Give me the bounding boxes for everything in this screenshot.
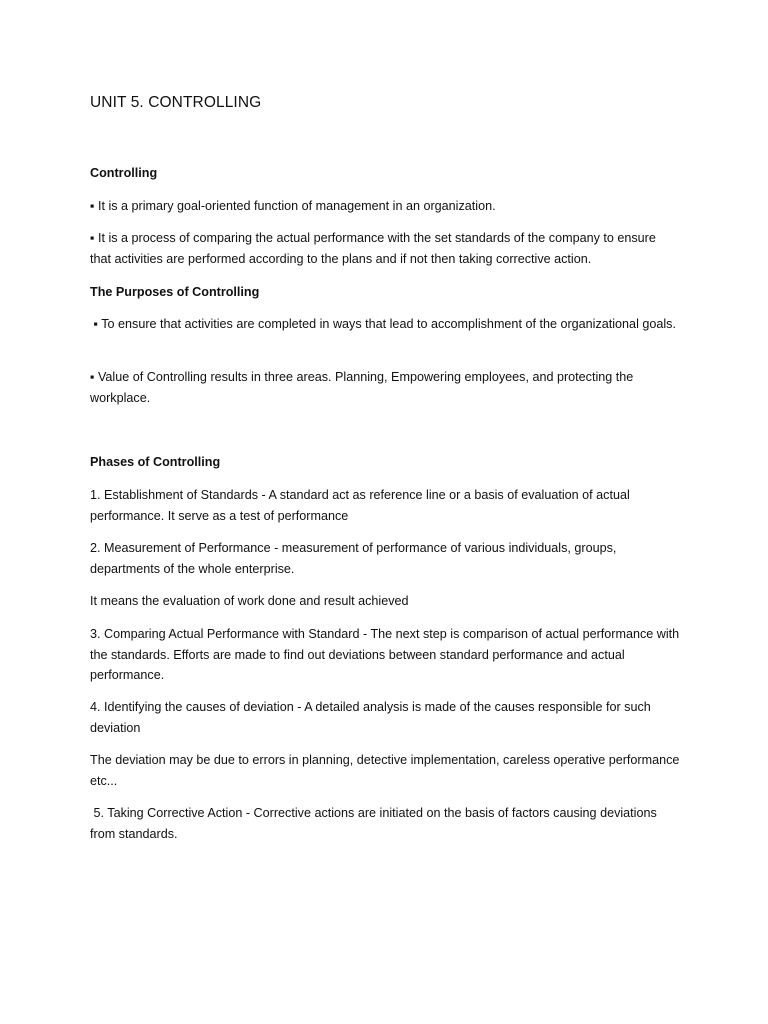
section-heading-purposes: The Purposes of Controlling: [90, 285, 260, 299]
section-heading-phases: Phases of Controlling: [90, 455, 221, 469]
section-heading-controlling: Controlling: [90, 166, 158, 180]
paragraph: It means the evaluation of work done and result achieved: [90, 594, 409, 608]
paragraph: ▪ Value of Controlling results in three areas. Planning, Empowering employees, and protecting the workplace.: [90, 370, 634, 405]
paragraph: 5. Taking Corrective Action - Corrective actions are initiated on the basis of factors causing deviations from standards.: [90, 806, 661, 841]
paragraph: ▪ It is a primary goal-oriented function of management in an organization.: [90, 199, 496, 213]
page-title: UNIT 5. CONTROLLING: [90, 94, 262, 111]
paragraph: 1. Establishment of Standards - A standard act as reference line or a basis of evaluation of actual performance. It serve as a test of performance: [90, 488, 630, 523]
paragraph: 4. Identifying the causes of deviation - A detailed analysis is made of the causes responsible for such deviation: [90, 700, 651, 735]
paragraph: 2. Measurement of Performance - measurement of performance of various individuals, groups, departments of the whole enterprise.: [90, 541, 617, 576]
paragraph: The deviation may be due to errors in planning, detective implementation, careless operative performance etc...: [90, 753, 680, 788]
paragraph: 3. Comparing Actual Performance with Standard - The next step is comparison of actual performance with the standards. Efforts are made to find out deviations between standard performance and actual performance.: [90, 627, 680, 682]
paragraph: ▪ It is a process of comparing the actual performance with the set standards of the company to ensure that activities are performed according to the plans and if not then taking corrective action.: [90, 231, 656, 266]
paragraph: ▪ To ensure that activities are completed in ways that lead to accomplishment of the organizational goals.: [90, 317, 676, 331]
